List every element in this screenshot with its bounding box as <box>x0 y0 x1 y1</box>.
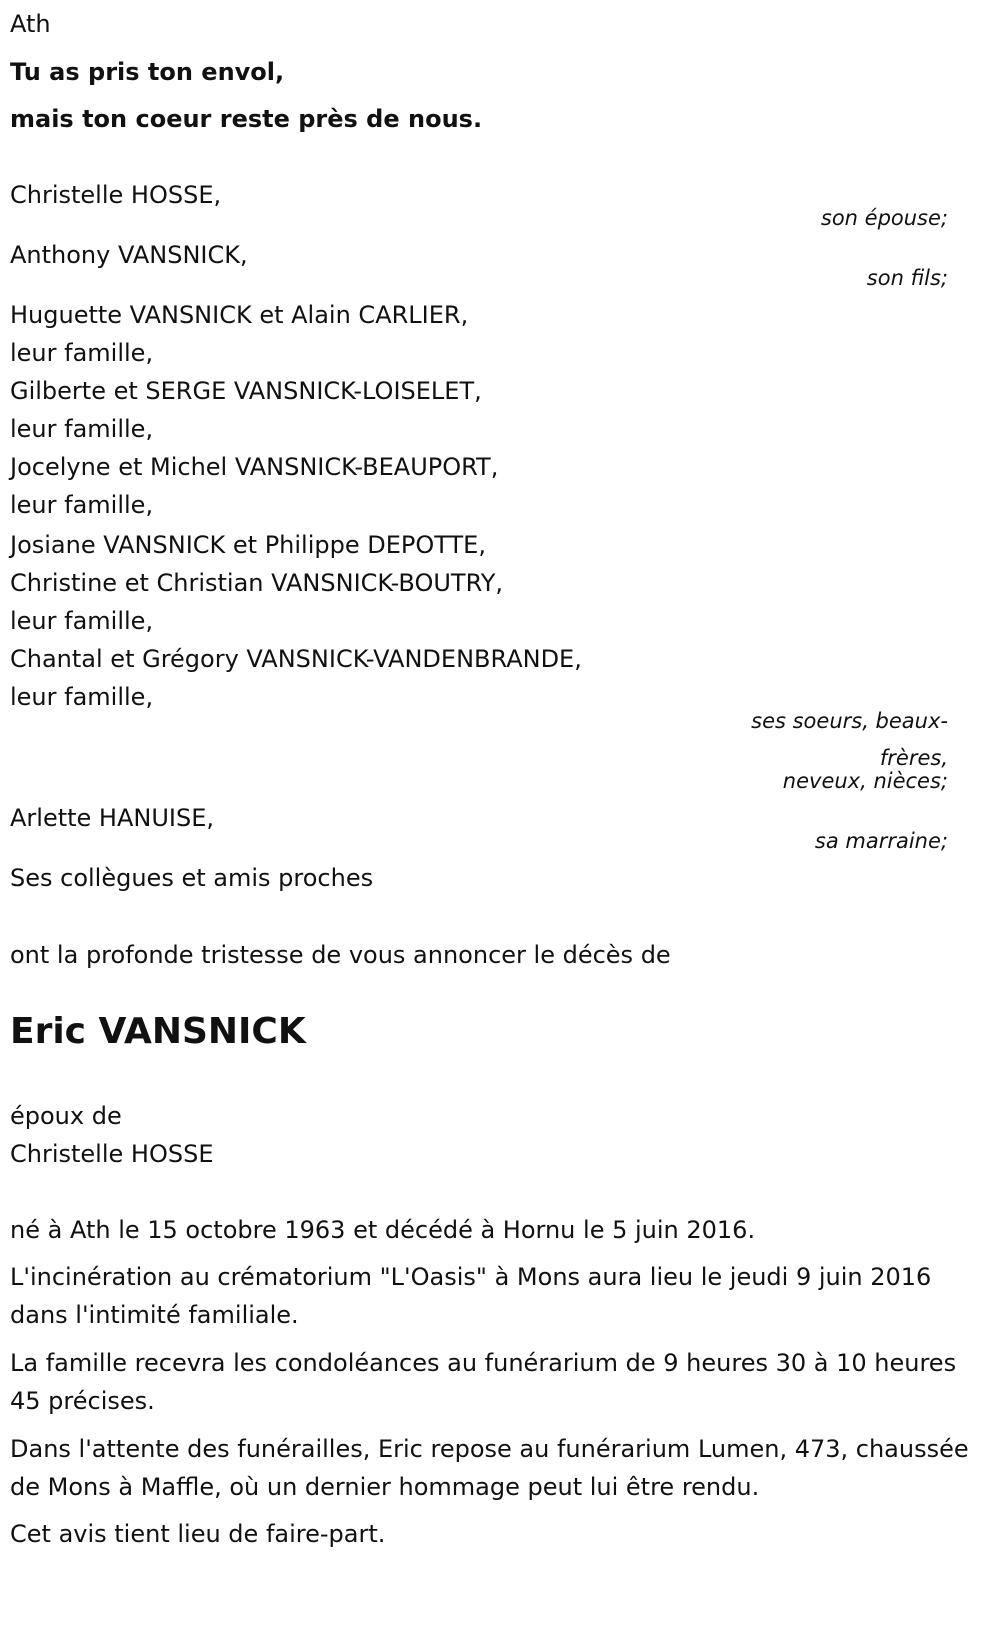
sibling-line: Josiane VANSNICK et Philippe DEPOTTE, <box>10 531 486 559</box>
sibling-line: leur famille, <box>10 339 154 367</box>
sibling-line: Chantal et Grégory VANSNICK-VANDENBRANDE, <box>10 645 582 673</box>
sibling-line: leur famille, <box>10 491 154 519</box>
spouse-of-label: époux de <box>10 1102 122 1130</box>
son-role: son fils; <box>866 266 948 290</box>
sibling-line: Gilberte et SERGE VANSNICK-LOISELET, <box>10 377 482 405</box>
spouse-name: Christelle HOSSE, <box>10 181 222 209</box>
godmother-name: Arlette HANUISE, <box>10 804 215 832</box>
son-name: Anthony VANSNICK, <box>10 241 248 269</box>
sibling-line: leur famille, <box>10 415 154 443</box>
siblings-role-line-1: ses soeurs, beaux- <box>751 709 948 733</box>
city-name: Ath <box>10 10 51 38</box>
deceased-name: Eric VANSNICK <box>10 1011 306 1052</box>
sibling-line: Huguette VANSNICK et Alain CARLIER, <box>10 301 469 329</box>
sibling-line: Christine et Christian VANSNICK-BOUTRY, <box>10 569 504 597</box>
quote-line-2: mais ton coeur reste près de nous. <box>10 105 483 133</box>
notice-paragraph: Cet avis tient lieu de faire-part. <box>10 1520 386 1548</box>
sibling-line: Jocelyne et Michel VANSNICK-BEAUPORT, <box>10 453 499 481</box>
siblings-role-line-3: neveux, nièces; <box>782 769 948 793</box>
announcement-intro: ont la profonde tristesse de vous annoncer le décès de <box>10 941 671 969</box>
condolences-paragraph: La famille recevra les condoléances au funérarium de 9 heures 30 à 10 heures 45 précises. <box>10 1349 957 1415</box>
siblings-role-line-2: frères, <box>879 746 948 770</box>
sibling-line: leur famille, <box>10 607 154 635</box>
birth-death-paragraph: né à Ath le 15 octobre 1963 et décédé à Hornu le 5 juin 2016. <box>10 1216 756 1244</box>
cremation-paragraph: L'incinération au crématorium "L'Oasis" à Mons aura lieu le jeudi 9 juin 2016 dans l'intimité familiale. <box>10 1263 932 1329</box>
quote-line-1: Tu as pris ton envol, <box>10 58 285 86</box>
spouse-role: son épouse; <box>820 206 948 230</box>
godmother-role: sa marraine; <box>814 829 948 853</box>
rest-paragraph: Dans l'attente des funérailles, Eric repose au funérarium Lumen, 473, chaussée de Mons à Maffle, où un dernier hommage peut lui être rendu. <box>10 1435 969 1501</box>
spouse-of-name: Christelle HOSSE <box>10 1140 214 1168</box>
sibling-line: leur famille, <box>10 683 154 711</box>
colleagues-line: Ses collègues et amis proches <box>10 864 374 892</box>
